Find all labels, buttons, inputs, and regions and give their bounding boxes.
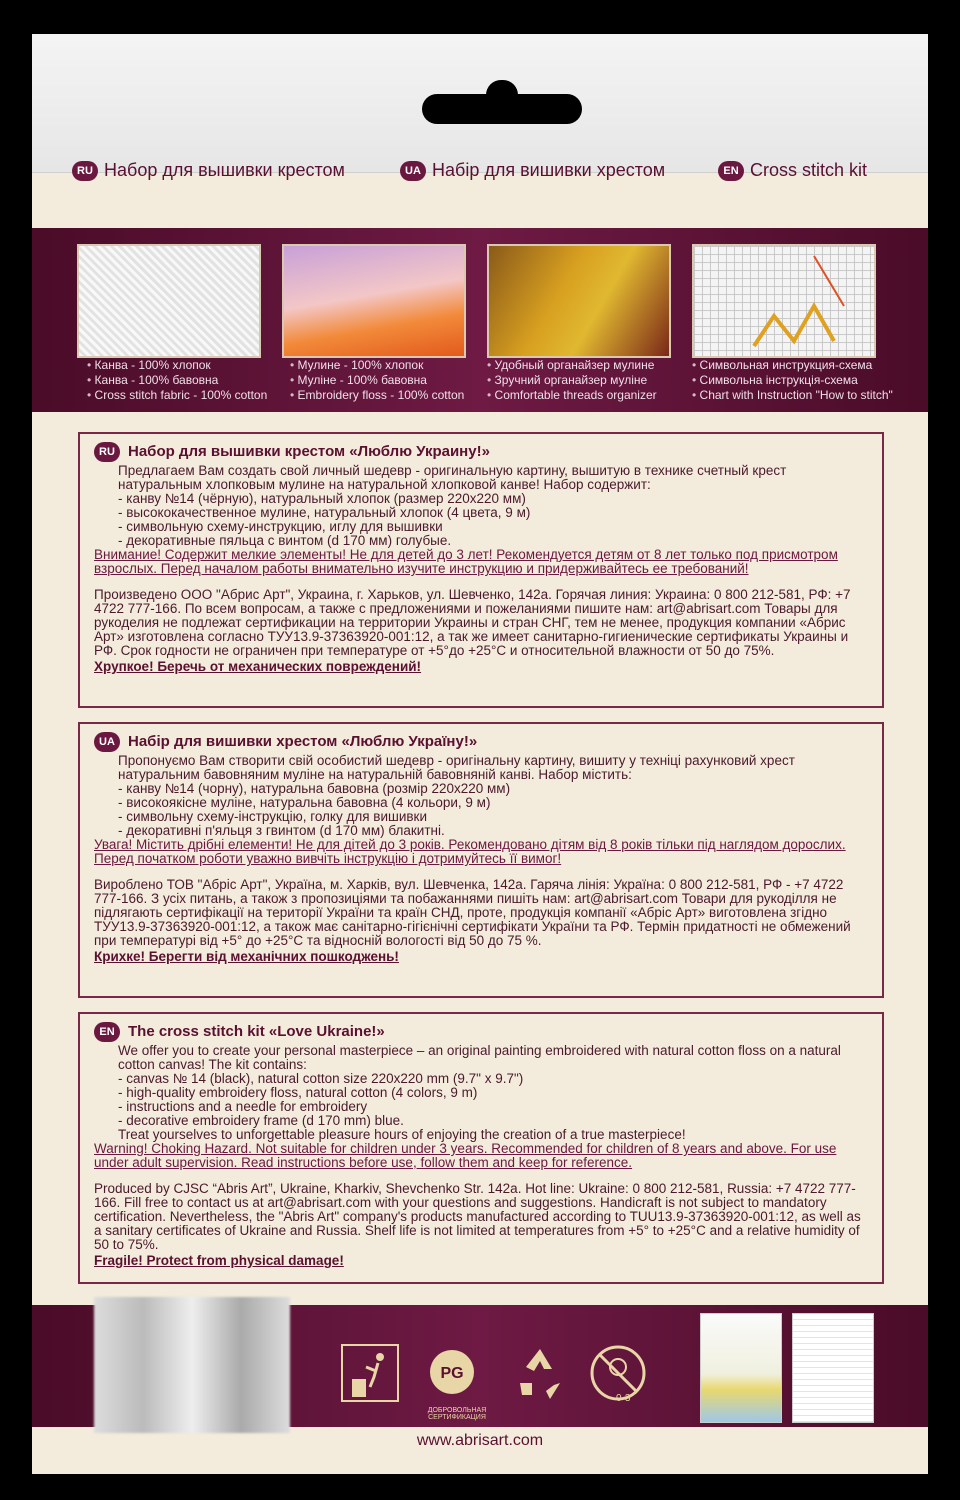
recycle-icon — [510, 1343, 570, 1403]
section-title-text: The cross stitch kit «Love Ukraine!» — [128, 1023, 385, 1040]
hanger-hole — [422, 94, 582, 124]
lang-badge-en: EN — [94, 1022, 120, 1042]
lang-badge-ru: RU — [94, 442, 120, 462]
kit-item: - символьную схему-инструкцию, иглу для вышивки — [118, 519, 443, 534]
treat-text: Treat yourselves to unforgettable pleasure hours of enjoying the creation of a true masterpiece! — [118, 1127, 686, 1142]
lang-header-ua — [400, 160, 665, 181]
lang-badge-en: EN — [718, 161, 744, 181]
floss-photo-icon — [282, 244, 466, 358]
fragile-notice: Крихке! Берегти від механічних пошкоджень! — [94, 949, 399, 964]
lang-header-ru — [72, 160, 345, 181]
feature-caption-floss — [290, 358, 485, 403]
certificate-ukraine-icon — [700, 1313, 782, 1423]
intro-text: Пропонуємо Вам створити свій особистий шедевр - оригінальну картину, вишиту у техніці рахунковий хрест натуральним бавовняним муліне на натуральній бавовняній канві. Набор містить: — [118, 753, 795, 782]
voluntary-certification-icon — [417, 1337, 487, 1407]
lang-header-label: Набор для вышивки крестом — [104, 160, 345, 180]
producer-text: Вироблено ТОВ "Абріс Арт", Україна, м. Харків, вул. Шевченка, 142а. Гаряча лінія: Україна: 0 800 212-581, РФ - +7 4722 777-166. З усіх питань, а також з пропозиціями та побажаннями пишіть нам: art@abrisart.com Товари для рукоділля не підлягають сертифікації на території України та країн СНД, проте, продукція компанії «Абріс Арт» виготовлена згідно ТУУ13.9-37363920-001:12, а також має санітарно-гігієнічні сертифікати України та РФ. Термін придатності не обмежений при температурі від +5° до +25°С та відносній вологості від 50 до 75 %. — [94, 877, 851, 948]
caption-line: • Embroidery floss - 100% cotton — [290, 388, 485, 403]
fragile-notice: Fragile! Protect from physical damage! — [94, 1253, 344, 1268]
caption-line: • Зручний органайзер муліне — [487, 373, 682, 388]
kit-item: - canvas № 14 (black), natural cotton size 220x220 mm (9.7" x 9.7") — [118, 1071, 524, 1086]
warning-text: Увага! Містить дрібні елементи! Не для дітей до 3 років. Рекомендовано дітям від 8 років тільки під наглядом дорослих. Перед початком роботи уважно вивчіть інструкцію і дотримуйтесь її вимог! — [94, 837, 846, 866]
lang-header-en — [718, 160, 867, 181]
organizer-photo-icon — [487, 244, 671, 358]
kit-item: - канву №14 (чорну), натуральна бавовна (розмір 220x220 мм) — [118, 781, 511, 796]
kit-item: - символьну схему-інструкцію, голку для вишивки — [118, 809, 428, 824]
intro-text: We offer you to create your personal masterpiece – an original painting embroidered with natural cotton floss on a natural cotton canvas! The kit contains: — [118, 1043, 841, 1072]
caption-line: • Мулине - 100% хлопок — [290, 358, 485, 373]
canvas-photo-icon — [77, 244, 261, 358]
warning-text: Warning! Choking Hazard. Not suitable for children under 3 years. Recommended for children of 8 years and above. For use under adult supervision. Read instructions before use, follow them and keep for reference. — [94, 1141, 837, 1170]
lang-badge-ua: UA — [94, 732, 120, 752]
caption-line: • Символьная инструкция-схема — [692, 358, 922, 373]
feature-caption-canvas — [87, 358, 282, 403]
kit-item: - високоякісне муліне, натуральна бавовна (4 кольори, 9 м) — [118, 795, 491, 810]
caption-line: • Cross stitch fabric - 100% cotton — [87, 388, 282, 403]
kit-item: - декоративні п'яльця з гвинтом (d 170 мм) блакитні. — [118, 823, 445, 838]
website-link[interactable]: www.abrisart.com — [416, 1432, 544, 1449]
feature-caption-organizer — [487, 358, 682, 403]
certification-label: ДОБРОВОЛЬНАЯ СЕРТИФИКАЦИЯ — [427, 1407, 487, 1421]
warning-text: Внимание! Содержит мелкие элементы! Не для детей до 3 лет! Рекомендуется детям от 8 лет только под присмотром взрослых. Перед началом работы внимательно изучите инструкцию и придерживайтесь ее требований! — [94, 547, 838, 576]
description-ru — [78, 432, 884, 708]
caption-line: • Канва - 100% хлопок — [87, 358, 282, 373]
description-en — [78, 1012, 884, 1284]
caption-line: • Comfortable threads organizer — [487, 388, 682, 403]
lang-badge-ua: UA — [400, 161, 426, 181]
lang-header-label: Cross stitch kit — [750, 160, 868, 180]
feature-band — [32, 228, 928, 412]
caption-line: • Удобный органайзер мулине — [487, 358, 682, 373]
footer-band — [32, 1305, 928, 1427]
producer-text: Produced by CJSC “Abris Art”, Ukraine, Kharkiv, Shevchenko Str. 142a. Hot line: Ukraine: 0 800 212-581, Russia: +7 4722 777-166. Fill free to contact us at art@abrisart.com with your questions and suggestions. Handicraft is not subject to mandatory certification. Nevertheless, the "Abris Art" company's products manufactured according to TUU13.9-37363920-001:12, as well as a sanitary certificates of Ukraine and Russia. Shelf life is not limited at temperatures from +5° to +25°C and a relative humidity of 50 to 75%. — [94, 1181, 861, 1252]
barcode-icon — [94, 1297, 290, 1433]
kit-item: - high-quality embroidery floss, natural cotton (4 colors, 9 m) — [118, 1085, 478, 1100]
section-title-ru — [94, 442, 868, 462]
caption-line: • Муліне - 100% бавовна — [290, 373, 485, 388]
svg-text:PG: PG — [440, 1365, 464, 1382]
kit-item: - instructions and a needle for embroidery — [118, 1099, 368, 1114]
chart-photo-icon — [692, 244, 876, 358]
caption-line: • Канва - 100% бавовна — [87, 373, 282, 388]
section-title-en — [94, 1022, 868, 1042]
kit-item: - декоративные пяльца с винтом (d 170 мм) голубые. — [118, 533, 452, 548]
certificate-russia-icon — [792, 1313, 874, 1423]
section-title-text: Набір для вишивки хрестом «Люблю Україну!» — [128, 733, 478, 750]
intro-text: Предлагаем Вам создать свой личный шедевр - оригинальную картину, вышитую в технике счетный крест натуральным хлопковым мулине на натуральной хлопковой канве! Набор содержит: — [118, 463, 787, 492]
producer-text: Произведено ООО "Абрис Арт", Украина, г. Харьков, ул. Шевченко, 142а. Горячая линия: Украина: 0 800 212-581, РФ: +7 4722 777-166. По всем вопросам, а также с предложениями и пожеланиями пишите нам: art@abrisart.com Товары для рукоделия не подлежат сертификации на территории Украины и стран СНГ, тем не менее, продукция компании «Абрис Арт» изготовлена согласно ТУУ13.9-37363920-001:12, а так же имеет санитарно-гигиенические сертификаты Украины и РФ. Срок годности не ограничен при температуре от +5°до +25°С и относительной влажности от 50 до 75%. — [94, 587, 851, 658]
tidyman-icon — [340, 1343, 400, 1403]
language-header-row — [32, 150, 928, 194]
section-title-ua — [94, 732, 868, 752]
feature-caption-chart — [692, 358, 922, 403]
age-label: 0-3 — [616, 1393, 631, 1404]
lang-header-label: Набір для вишивки хрестом — [432, 160, 666, 180]
kit-item: - канву №14 (чёрную), натуральный хлопок (размер 220x220 мм) — [118, 491, 526, 506]
section-title-text: Набор для вышивки крестом «Люблю Украину!» — [128, 443, 490, 460]
caption-line: • Chart with Instruction "How to stitch" — [692, 388, 922, 403]
fragile-notice: Хрупкое! Беречь от механических повреждений! — [94, 659, 422, 674]
caption-line: • Символьна інструкція-схема — [692, 373, 922, 388]
description-ua — [78, 722, 884, 998]
kit-item: - высококачественное мулине, натуральный хлопок (4 цвета, 9 м) — [118, 505, 531, 520]
kit-item: - decorative embroidery frame (d 170 mm) blue. — [118, 1113, 404, 1128]
lang-badge-ru: RU — [72, 161, 98, 181]
